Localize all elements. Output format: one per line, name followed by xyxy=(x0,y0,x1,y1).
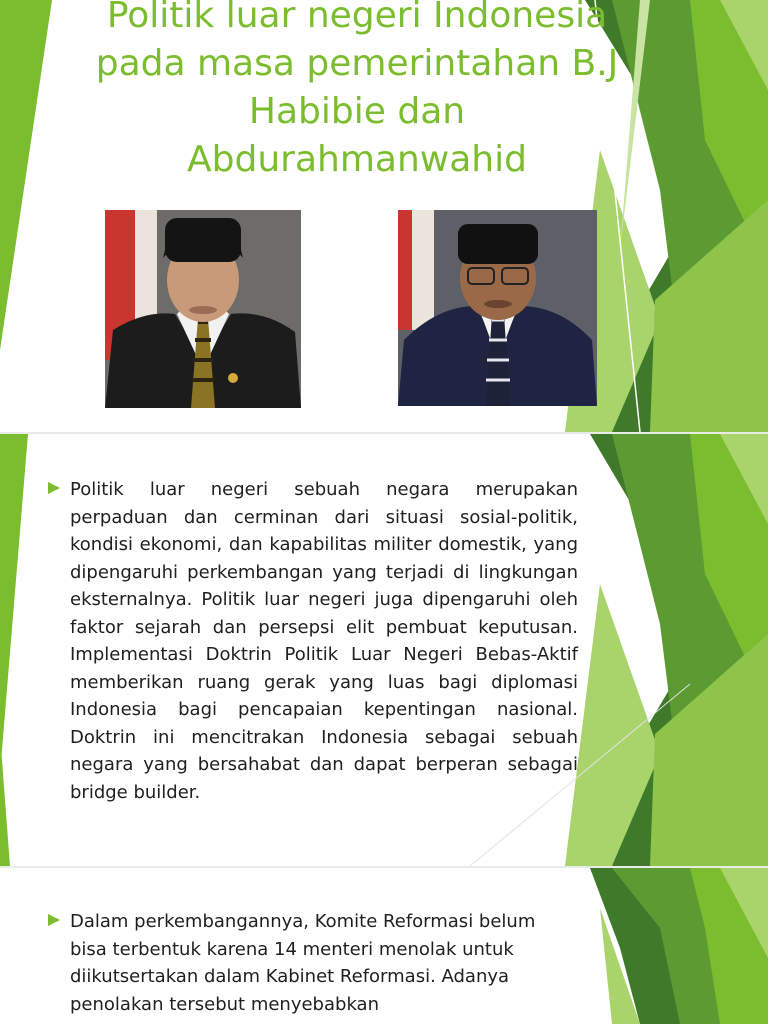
bullet-paragraph: Dalam perkembangannya, Komite Reformasi belum bisa terbentuk karena 14 menteri menolak untuk diikutsertakan dalam Kabinet Reformasi. Adanya penolakan tersebut menyebabkan xyxy=(70,911,536,1015)
bullet-arrow-icon xyxy=(48,482,60,494)
slide-title: Politik luar negeri Indonesia pada masa pemerintahan B.J Habibie dan Abdurahmanwahid xyxy=(95,0,619,180)
portrait-habibie xyxy=(105,210,301,408)
slide-2 xyxy=(0,434,768,866)
portrait-abdurahmanwahid xyxy=(398,210,597,406)
portrait-habibie-image xyxy=(105,210,301,408)
slide-3 xyxy=(0,868,768,1024)
bullet-paragraph: Politik luar negeri sebuah negara merupakan perpaduan dan cerminan dari situasi sosial-politik, kondisi ekonomi, dan kapabilitas militer domestik, yang dipengaruhi perkembangan yang terjadi di lingkungan eksternalnya. Politik luar negeri juga dipengaruhi oleh faktor sejarah dan persepsi elit pembuat keputusan. Implementasi Doktrin Politik Luar Negeri Bebas-Aktif memberikan ruang gerak yang luas bagi diplomasi Indonesia bagi pencapaian kepentingan nasional. Doktrin ini mencitrakan Indonesia sebagai sebuah negara yang bersahabat dan dapat berperan sebagai bridge builder. xyxy=(70,479,578,803)
bullet-item xyxy=(48,908,568,1018)
bullet-item xyxy=(48,476,578,806)
portrait-abdurahmanwahid-image xyxy=(398,210,597,406)
slide-1 xyxy=(0,0,768,432)
bullet-arrow-icon xyxy=(48,914,60,926)
